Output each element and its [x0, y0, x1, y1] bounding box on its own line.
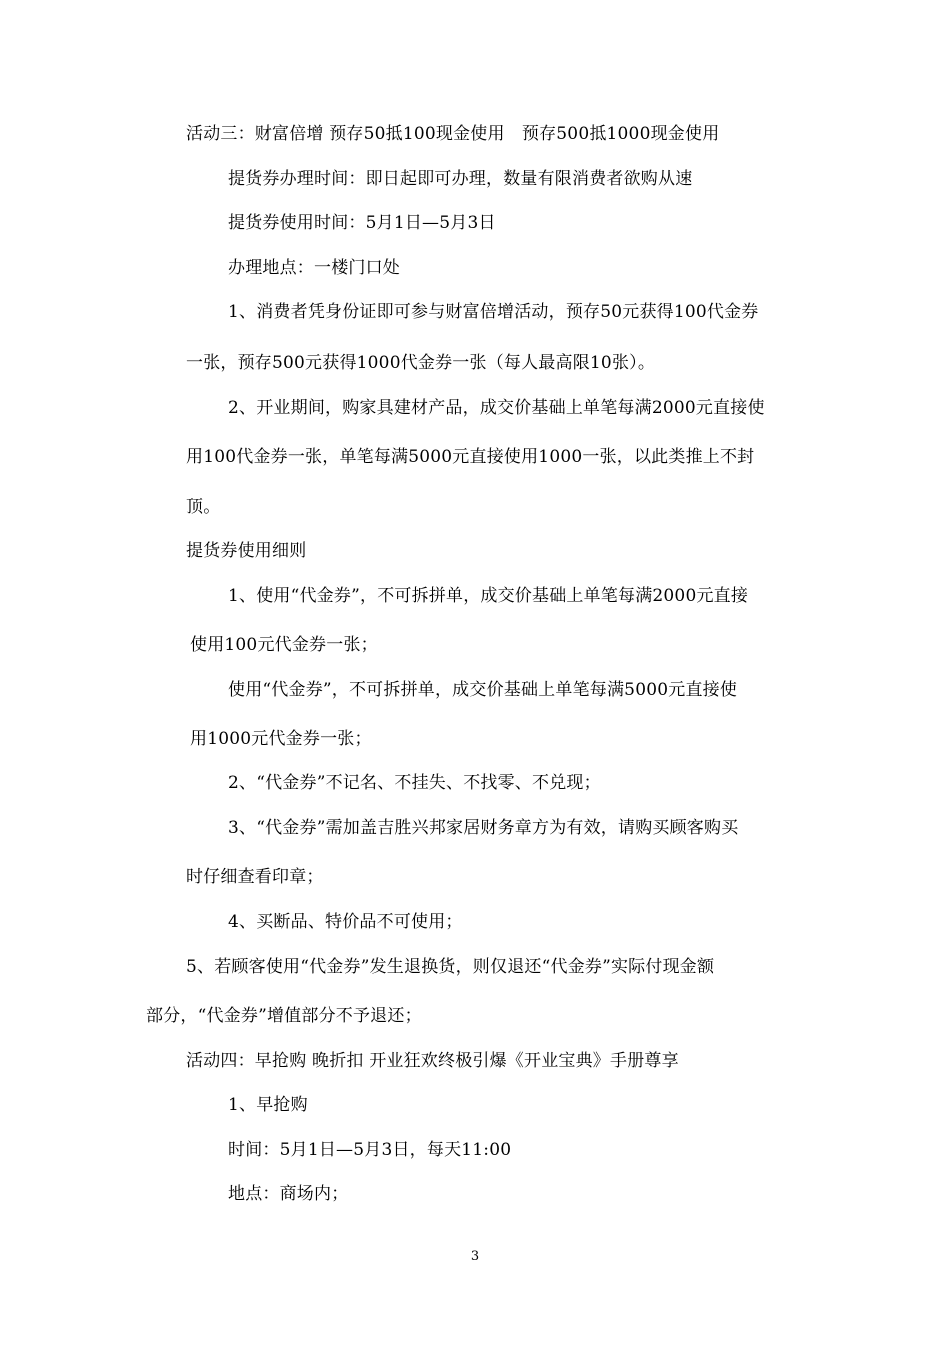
detail-4: 4、买断品、特价品不可使用； — [228, 912, 463, 932]
detail-3-line-2: 时仔细查看印章； — [186, 867, 324, 887]
detail-5-line-2: 部分，“代金券”增值部分不予退还； — [146, 1006, 422, 1026]
page-number: 3 — [470, 1249, 480, 1264]
detail-1b-line-1: 使用“代金券”，不可拆拼单，成交价基础上单笔每满5000元直接使 — [228, 680, 738, 700]
early-rush-time: 时间：5月1日—5月3日，每天11:00 — [228, 1140, 512, 1160]
early-rush-heading: 1、早抢购 — [228, 1095, 308, 1115]
rule-2-line-3: 顶。 — [186, 497, 221, 517]
rule-2-line-1: 2、开业期间，购家具建材产品，成交价基础上单笔每满2000元直接使 — [228, 398, 765, 418]
voucher-rules-heading: 提货券使用细则 — [186, 541, 307, 561]
detail-3-line-1: 3、“代金券”需加盖吉胜兴邦家居财务章方为有效，请购买顾客购买 — [228, 818, 739, 838]
early-rush-location: 地点：商场内； — [228, 1184, 349, 1204]
detail-1-line-2: 使用100元代金券一张； — [190, 635, 378, 655]
detail-1b-line-2: 用1000元代金券一张； — [190, 729, 372, 749]
voucher-use-time: 提货券使用时间：5月1日—5月3日 — [228, 213, 496, 233]
apply-location: 办理地点：一楼门口处 — [228, 258, 400, 278]
rule-1-line-1: 1、消费者凭身份证即可参与财富倍增活动，预存50元获得100代金券 — [228, 302, 759, 322]
activity-three-heading: 活动三：财富倍增 预存50抵100现金使用 预存500抵1000现金使用 — [186, 124, 720, 144]
activity-four-heading: 活动四：早抢购 晚折扣 开业狂欢终极引爆《开业宝典》手册尊享 — [186, 1051, 679, 1071]
voucher-apply-time: 提货券办理时间：即日起即可办理，数量有限消费者欲购从速 — [228, 169, 693, 189]
detail-2: 2、“代金券”不记名、不挂失、不找零、不兑现； — [228, 773, 601, 793]
detail-1-line-1: 1、使用“代金券”，不可拆拼单，成交价基础上单笔每满2000元直接 — [228, 586, 749, 606]
detail-5-line-1: 5、若顾客使用“代金券”发生退换货，则仅退还“代金券”实际付现金额 — [186, 957, 715, 977]
rule-2-line-2: 用100代金券一张，单笔每满5000元直接使用1000一张，以此类推上不封 — [186, 447, 755, 467]
rule-1-line-2: 一张，预存500元获得1000代金券一张（每人最高限10张）。 — [186, 353, 656, 373]
